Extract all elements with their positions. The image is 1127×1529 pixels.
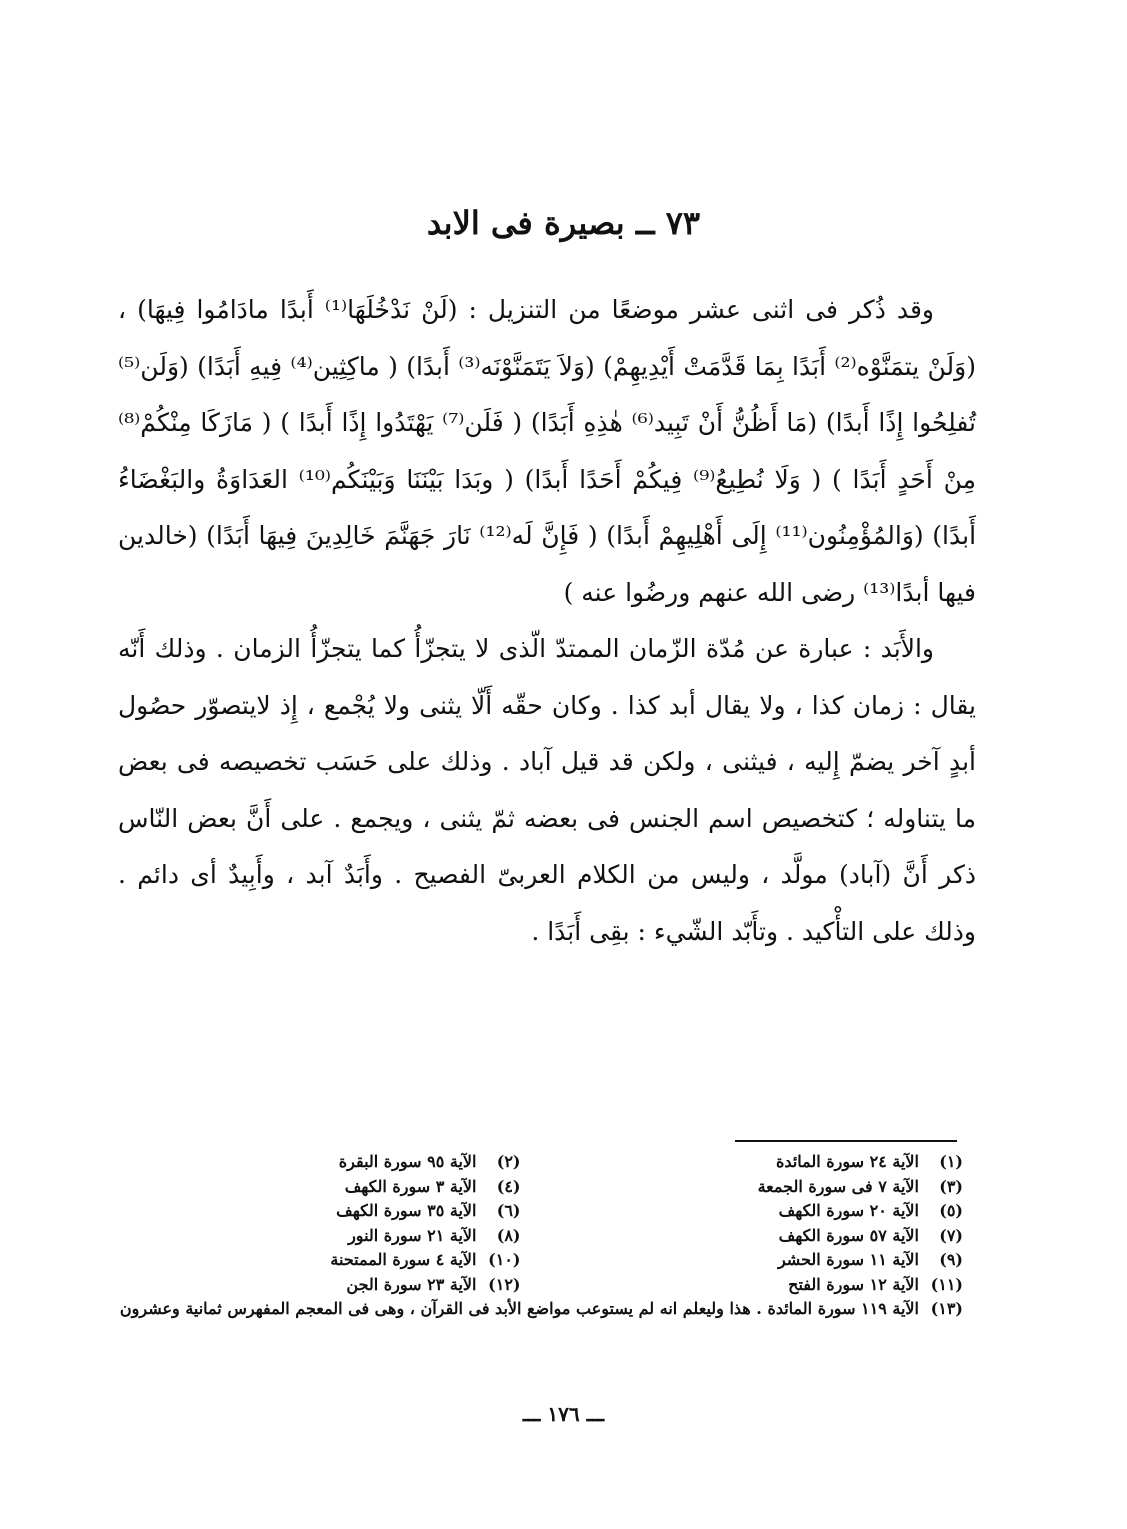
footnote-item — [561, 1175, 964, 1200]
footnote-divider — [735, 1140, 957, 1142]
footnote-item — [118, 1297, 963, 1322]
footnote-number: (١٣) — [930, 1299, 963, 1318]
main-text — [118, 282, 976, 960]
footnote-number: (٧) — [939, 1225, 963, 1245]
footnote-item — [561, 1199, 964, 1224]
footnote-number: (٢) — [496, 1152, 521, 1171]
footnote-number: (١) — [939, 1152, 963, 1171]
footnote-text: الآية ٧ فى سورة الجمعة — [757, 1176, 919, 1196]
footnote-item — [118, 1199, 521, 1224]
footnote-text: الآية ٢٣ سورة الجن — [346, 1274, 477, 1294]
footnote-number: (١٠) — [488, 1250, 521, 1269]
footnote-text: الآية ١٢ سورة الفتح — [788, 1274, 919, 1294]
footnote-item — [118, 1150, 521, 1175]
footnote-text: الآية ٣ سورة الكهف — [344, 1176, 477, 1196]
footnote-item — [118, 1273, 521, 1298]
footnote-text: الآية ٣٥ سورة الكهف — [336, 1201, 477, 1220]
footnote-number: (٤) — [496, 1176, 521, 1196]
footnote-text: الآية ١١ سورة الحشر — [777, 1250, 919, 1269]
footnote-number: (٩) — [939, 1250, 963, 1269]
footnote-number: (٥) — [939, 1201, 963, 1220]
footnote-item — [118, 1248, 521, 1273]
footnote-text: الآية ١١٩ سورة المائدة . هذا وليعلم انه لم يستوعب مواضع الأبد فى القرآن ، وهى فى المعجم المفهرس ثمانية وعشرون — [119, 1299, 919, 1318]
footnote-text: الآية ٢٠ سورة الكهف — [778, 1201, 919, 1220]
paragraph-quranic-occurrences: وقد ذُكر فى اثنى عشر موضعًا من التنزيل : (لَنْ نَدْخُلَهَا⁽¹⁾ أَبدًا مادَامُوا فِيهَا) ، (وَلَنْ يتمَنَّوْه⁽²⁾ أَبَدًا بِمَا قَدَّمَتْ أَيْدِيهِمْ) (وَلاَ يَتَمَنَّوْنَه⁽³⁾ أَبدًا) ( ماكِثِين⁽⁴⁾ فِيهِ أَبَدًا) (وَلَن⁽⁵⁾ تُفلِحُوا إِذًا أَبدًا) (مَا أَظُنُّ أَنْ تَبِيد⁽⁶⁾ هٰذِهِ أَبَدًا) ( فَلَن⁽⁷⁾ يَهْتَدُوا إِذًا أَبدًا ) ( مَازَكَا مِنْكُمْ⁽⁸⁾ مِنْ أَحَدٍ أَبَدًا ) ( وَلَا نُطِيعُ⁽⁹⁾ فِيكُمْ أَحَدًا أَبدًا) ( وبَدَا بَيْنَنَا وَبَيْنَكُم⁽¹⁰⁾ العَدَاوَةُ والبَغْضَاءُ أَبدًا) (وَالمُؤْمِنُون⁽¹¹⁾ إِلَى أَهْلِيهِمْ أَبدًا) ( فَإِنَّ لَه⁽¹²⁾ نَارَ جَهَنَّمَ خَالِدِينَ فِيهَا أَبَدًا) (خالدين فيها أبدًا⁽¹³⁾ رضى الله عنهم ورضُوا عنه ) — [118, 295, 977, 607]
footnote-number: (١١) — [930, 1274, 963, 1294]
footnotes — [118, 1150, 963, 1322]
page-number: ـــ ١٧٦ ـــ — [522, 1402, 605, 1426]
footnote-item — [118, 1175, 521, 1200]
footnote-item — [561, 1248, 964, 1273]
paragraph-definition: والأَبَد : عبارة عن مُدّة الزّمان الممتدّ الّذى لا يتجزّأُ كما يتجزّأُ الزمان . وذلك أَنّه يقال : زمان كذا ، ولا يقال أبد كذا . وكان حقّه أَلّا يثنى ولا يُجْمع ، إِذ لايتصوّر حصُول أبدٍ آخر يضمّ إِليه ، فيثنى ، ولكن قد قيل آباد . وذلك على حَسَب تخصيصه فى بعض ما يتناوله ؛ كتخصيص اسم الجنس فى بعضه ثمّ يثنى ، ويجمع . على أَنَّ بعض النّاس ذكر أَنَّ (آباد) مولَّد ، وليس من الكلام العربىّ الفصيح . وأَبَدٌ آبد ، وأَبِيدٌ أى دائم . وذلك على التأْكيد . وتأَبّد الشّيء : بقِى أَبَدًا . — [118, 634, 976, 946]
footnote-number: (١٢) — [488, 1274, 521, 1294]
footnote-number: (٣) — [939, 1176, 963, 1196]
footnote-text: الآية ٢١ سورة النور — [348, 1225, 477, 1245]
footnote-item — [561, 1224, 964, 1249]
footnote-text: الآية ٩٥ سورة البقرة — [338, 1152, 477, 1171]
section-title: ٧٣ ــ بصيرة فى الابد — [426, 204, 701, 242]
footnote-item — [561, 1273, 964, 1298]
footnote-number: (٦) — [496, 1201, 521, 1220]
footnote-text: الآية ٥٧ سورة الكهف — [778, 1225, 919, 1245]
footnote-item — [561, 1150, 964, 1175]
footnote-item — [118, 1224, 521, 1249]
footnote-text: الآية ٢٤ سورة المائدة — [776, 1152, 919, 1171]
footnote-text: الآية ٤ سورة الممتحنة — [330, 1250, 477, 1269]
footnote-number: (٨) — [496, 1225, 521, 1245]
